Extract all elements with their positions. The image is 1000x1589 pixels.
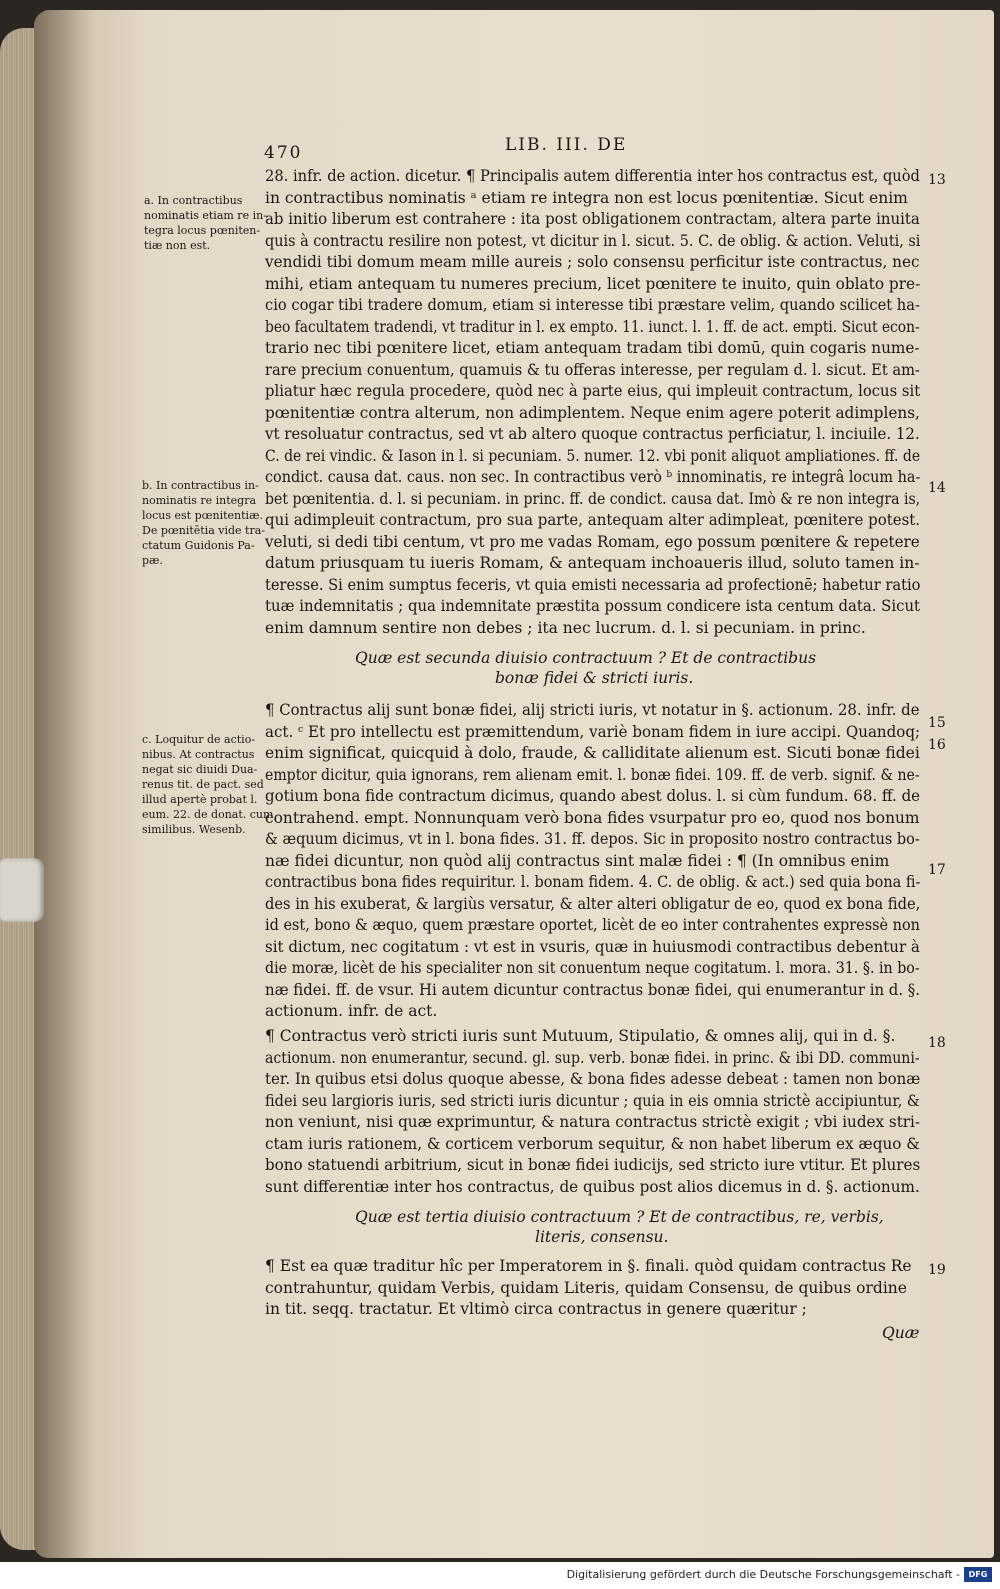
text-line: tuæ indemnitatis ; qua indemnitate præstita possum condicere ista centum data. Sicut [265,597,920,615]
text-line: rare precium conuentum, quamuis & tu offeras interesse, per regulam d. l. sicut. Et am- [265,360,920,379]
margin-note-line: illud apertè probat l. [142,793,258,806]
margin-note-line: De pœnitētia vide tra- [142,524,266,537]
text-line: mihi, etiam antequam tu numeres precium, licet pœnitere te inuito, quin oblato pre- [265,274,921,293]
margin-note-line: nominatis etiam re in- [144,209,267,222]
margin-note-line: b. In contractibus in- [142,479,259,492]
margin-note-line: nibus. At contractus [142,748,255,761]
text-line: contrahuntur, quidam Verbis, quidam Literis, quidam Consensu, de quibus ordine [265,1278,907,1297]
funding-credit: Digitalisierung gefördert durch die Deutsche Forschungsgemeinschaft - [566,1568,960,1581]
text-line: veluti, si dedi tibi centum, vt pro me vadas Romam, ego possum pœnitere & repetere [265,532,920,551]
line-number: 17 [928,862,946,878]
text-line: id est, bono & æquo, quem præstare oportet, licèt de eo inter contrahentes expressè non [265,916,920,934]
line-number: 18 [928,1035,946,1051]
heading-line: literis, consensu. [535,1228,669,1246]
margin-note-line: c. Loquitur de actio- [142,733,256,746]
text-line: cio cogar tibi tradere domum, etiam si interesse tibi præstare velim, quando scilicet ha- [265,296,920,314]
text-line: qui adimpleuit contractum, pro sua parte, antequam alter adimpleat, pœnitere potest. [265,511,921,529]
text-line: sit dictum, nec cogitatum : vt est in vsuris, quæ in huiusmodi contractibus debentur à [265,937,920,956]
text-line: gotium bona fide contractum dicimus, quando abest dolus. l. si cùm fundum. 68. ff. de [265,787,921,805]
dfg-logo: DFG [964,1567,992,1582]
text-line: bet pœnitentia. d. l. si pecuniam. in princ. ff. de condict. causa dat. Imò & re non integra is, [265,489,921,508]
page-number: 470 [264,143,303,163]
book-clip [0,858,44,922]
line-number: 19 [928,1262,946,1278]
text-line: enim damnum sentire non debes ; ita nec lucrum. d. l. si pecuniam. in princ. [265,618,866,637]
text-line: ter. In quibus etsi dolus quoque abesse, & bona fides adesse debeat : tamen non bonæ [265,1070,921,1088]
running-title: LIB. III. DE [505,135,628,155]
text-line: næ fidei. ff. de vsur. Hi autem dicuntur contractus bonæ fidei, qui enumerantur in d. §. [265,980,920,999]
text-line: ¶ Contractus alij sunt bonæ fidei, alij stricti iuris, vt notatur in §. actionum. 28. infr. de [265,701,920,719]
text-line: bono statuendi arbitrium, sicut in bonæ fidei iudicijs, sed stricto iure vtitur. Et plures [265,1156,921,1174]
margin-note-line: tegra locus pœniten- [144,224,261,237]
heading-line: Quæ est tertia diuisio contractuum ? Et de contractibus, re, verbis, [355,1208,884,1226]
text-line: des in his exuberat, & largiùs versatur, & alter alteri obligatur de eo, quod ex bona fide, [265,894,921,913]
margin-note-line: negat sic diuidi Dua- [142,763,258,776]
text-line: contractibus bona fides requiritur. l. bonam fidem. 4. C. de oblig. & act.) sed quia bona fi- [265,873,921,891]
text-line: & æquum dicimus, vt in l. bona fides. 31. ff. depos. Sic in proposito nostro contractus bo- [265,830,920,848]
line-number: 15 [928,715,946,731]
text-line: actionum. non enumerantur, secund. gl. sup. verb. bonæ fidei. in princ. & ibi DD. communi- [265,1048,920,1067]
text-line: teresse. Si enim sumptus feceris, vt quia emisti necessaria ad profectionē; habetur ratio [265,575,921,594]
text-line: pliatur hæc regula procedere, quòd nec à parte eius, qui impleuit contractum, locus sit [265,382,921,400]
text-line: 28. infr. de action. dicetur. ¶ Principalis autem differentia inter hos contractus est, quòd [265,167,920,185]
text-line: in tit. seqq. tractatur. Et vltimò circa contractus in genere quæritur ; [265,1300,807,1318]
margin-note-line: pæ. [142,554,163,567]
margin-note-line: renus tit. de pact. sed [142,778,264,791]
text-line: act. ᶜ Et pro intellectu est præmittendum, variè bonam fidem in iure accipi. Quandoq; [265,722,921,741]
line-number: 14 [928,480,946,496]
text-line: vt resoluatur contractus, sed vt ab altero quoque contractus perficiatur, l. inciuile. 12. [265,425,920,443]
page-gutter-shadow [34,10,94,1558]
text-line: vendidi tibi domum meam mille aureis ; solo consensu perficitur iste contractus, nec [265,253,920,271]
text-line: næ fidei dicuntur, non quòd alij contractus sint malæ fidei : ¶ (In omnibus enim [265,851,890,870]
margin-note-line: eum. 22. de donat. cum [142,808,274,821]
margin-note-line: nominatis re integra [142,494,257,507]
margin-note-line: locus est pœnitentiæ. [142,509,263,522]
line-number: 13 [928,172,946,188]
text-line: datum priusquam tu iueris Romam, & antequam inchoaueris illud, soluto tamen in- [265,554,920,572]
text-line: non veniunt, nisi quæ exprimuntur, & natura contractus strictè exigit ; vbi iudex stri- [265,1113,921,1131]
text-line: ¶ Contractus verò stricti iuris sunt Mutuum, Stipulatio, & omnes alij, qui in d. §. [265,1027,896,1045]
text-line: ¶ Est ea quæ traditur hîc per Imperatorem in §. finali. quòd quidam contractus Re [265,1257,912,1275]
text-line: C. de rei vindic. & Iason in l. si pecuniam. 5. numer. 12. vbi ponit aliquot ampliationes. ff. de [265,446,921,465]
text-line: actionum. infr. de act. [265,1002,438,1020]
line-number: 16 [928,737,946,753]
text-line: die moræ, licèt de his specialiter non sit conuentum neque cogitatum. l. mora. 31. §. in bo- [265,959,920,977]
text-line: emptor dicitur, quia ignorans, rem alienam emit. l. bonæ fidei. 109. ff. de verb. signif. & ne- [265,765,920,784]
text-line: ab initio liberum est contrahere : ita post obligationem contractam, altera parte inuita [265,210,920,228]
digitization-footer [0,1562,1000,1589]
margin-note-line: a. In contractibus [144,194,243,207]
margin-note-line: tiæ non est. [144,239,211,252]
heading-line: bonæ fidei & stricti iuris. [495,669,694,687]
margin-note-line: ctatum Guidonis Pa- [142,539,255,552]
margin-note-line: similibus. Wesenb. [142,823,246,836]
text-line: trario nec tibi pœnitere licet, etiam antequam tradam tibi domū, quin cogaris nume- [265,339,920,357]
text-line: pœnitentiæ contra alterum, non adimplentem. Neque enim agere poterit adimplens, [265,403,920,422]
text-line: in contractibus nominatis ᵃ etiam re integra non est locus pœnitentiæ. Sicut enim [265,188,908,207]
text-line: contrahend. empt. Nonnunquam verò bona fides vsurpatur pro eo, quod nos bonum [265,808,920,827]
text-line: quis à contractu resilire non potest, vt dicitur in l. sicut. 5. C. de oblig. & action. Veluti, si [265,231,921,250]
text-line: ctam iuris rationem, & corticem verborum sequitur, & non habet liberum ex æquo & [265,1134,920,1153]
text-line: beo facultatem tradendi, vt traditur in l. ex empto. 11. iunct. l. 1. ff. de act. empti. Sicut econ- [265,317,920,336]
text-line: condict. causa dat. caus. non sec. In contractibus verò ᵇ innominatis, re integrâ locum ha- [265,468,921,486]
text-line: sunt differentiæ inter hos contractus, de quibus post alios dicemus in d. §. actionum. [265,1177,920,1196]
text-line: enim significat, quicquid à dolo, fraude, & calliditate alienum est. Sicuti bonæ fidei [265,744,920,762]
catchword: Quæ [882,1324,920,1342]
heading-line: Quæ est secunda diuisio contractuum ? Et de contractibus [355,649,817,667]
text-line: fidei seu largioris iuris, sed stricti iuris dicuntur ; quia in eis omnia strictè accipiuntur, & [265,1091,920,1110]
